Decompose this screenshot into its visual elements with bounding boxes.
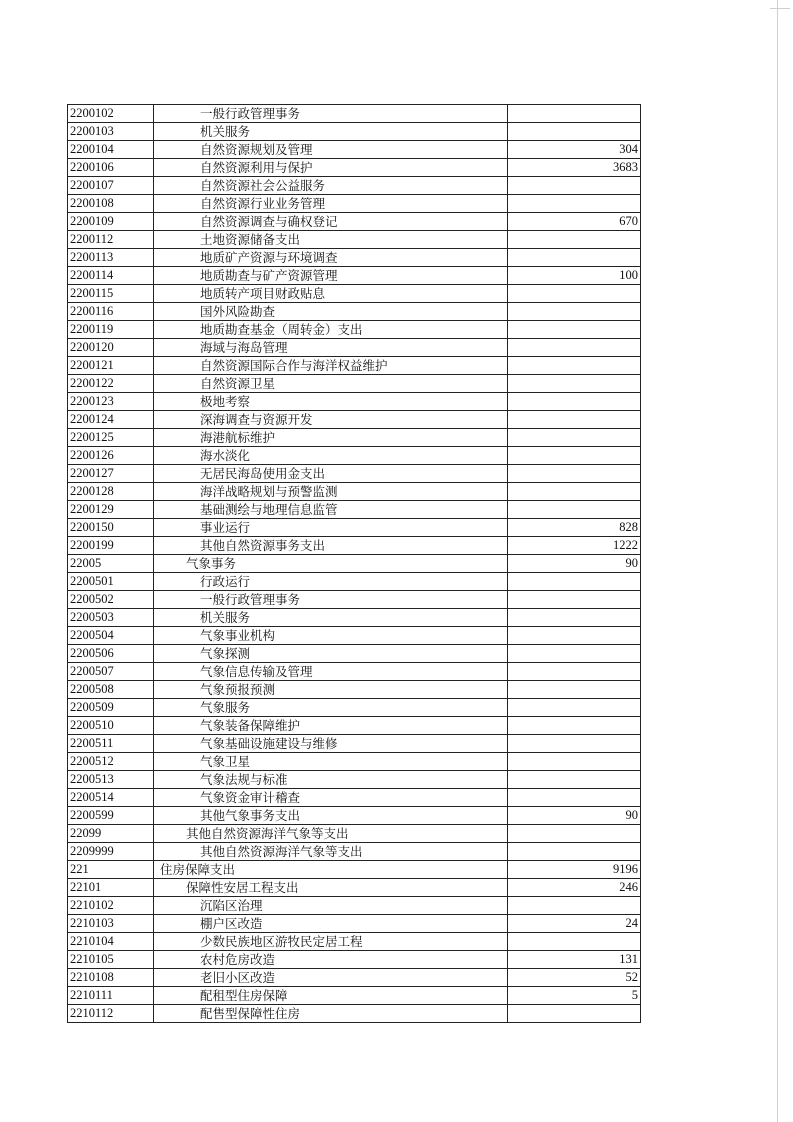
row-name: 气象法规与标准 — [154, 771, 508, 789]
row-amount: 304 — [508, 141, 641, 159]
row-name: 地质转产项目财政贴息 — [154, 285, 508, 303]
row-code: 2200116 — [68, 303, 154, 321]
table-row — [68, 753, 641, 771]
row-code: 22005 — [68, 555, 154, 573]
row-code: 2210103 — [68, 915, 154, 933]
row-code: 2200124 — [68, 411, 154, 429]
row-name: 地质勘查与矿产资源管理 — [154, 267, 508, 285]
row-name: 行政运行 — [154, 573, 508, 591]
row-code: 2200506 — [68, 645, 154, 663]
row-amount — [508, 321, 641, 339]
row-amount — [508, 573, 641, 591]
row-name: 气象事业机构 — [154, 627, 508, 645]
row-amount — [508, 339, 641, 357]
row-name: 深海调查与资源开发 — [154, 411, 508, 429]
row-amount — [508, 411, 641, 429]
row-name: 海水淡化 — [154, 447, 508, 465]
table-row — [68, 987, 641, 1005]
row-name: 气象基础设施建设与维修 — [154, 735, 508, 753]
row-amount — [508, 357, 641, 375]
table-row — [68, 879, 641, 897]
row-code: 2200128 — [68, 483, 154, 501]
row-name: 地质勘查基金（周转金）支出 — [154, 321, 508, 339]
row-code: 2210104 — [68, 933, 154, 951]
row-code: 2200102 — [68, 105, 154, 123]
row-name: 其他自然资源海洋气象等支出 — [154, 843, 508, 861]
row-amount: 9196 — [508, 861, 641, 879]
row-name: 海洋战略规划与预警监测 — [154, 483, 508, 501]
row-code: 2200599 — [68, 807, 154, 825]
row-code: 2200129 — [68, 501, 154, 519]
scan-edge-right — [777, 0, 778, 1122]
row-amount: 670 — [508, 213, 641, 231]
row-name: 海港航标维护 — [154, 429, 508, 447]
table-row — [68, 861, 641, 879]
row-code: 2200199 — [68, 537, 154, 555]
row-name: 土地资源储备支出 — [154, 231, 508, 249]
row-code: 2200507 — [68, 663, 154, 681]
row-amount — [508, 645, 641, 663]
row-name: 海域与海岛管理 — [154, 339, 508, 357]
table-row — [68, 195, 641, 213]
table-row — [68, 357, 641, 375]
row-code: 2200512 — [68, 753, 154, 771]
row-amount — [508, 699, 641, 717]
table-row — [68, 483, 641, 501]
row-code: 2200504 — [68, 627, 154, 645]
row-code: 2200502 — [68, 591, 154, 609]
table-row — [68, 609, 641, 627]
row-name: 自然资源卫星 — [154, 375, 508, 393]
table-row — [68, 843, 641, 861]
row-code: 221 — [68, 861, 154, 879]
row-name: 住房保障支出 — [154, 861, 508, 879]
table-row — [68, 807, 641, 825]
row-name: 配售型保障性住房 — [154, 1005, 508, 1023]
row-amount: 24 — [508, 915, 641, 933]
table-row — [68, 177, 641, 195]
row-name: 机关服务 — [154, 123, 508, 141]
row-name: 棚户区改造 — [154, 915, 508, 933]
scan-edge-top — [770, 8, 790, 9]
table-row — [68, 771, 641, 789]
row-code: 2200114 — [68, 267, 154, 285]
table-row — [68, 735, 641, 753]
row-code: 2200509 — [68, 699, 154, 717]
row-amount: 100 — [508, 267, 641, 285]
row-amount — [508, 465, 641, 483]
row-name: 气象探测 — [154, 645, 508, 663]
row-name: 少数民族地区游牧民定居工程 — [154, 933, 508, 951]
row-amount — [508, 663, 641, 681]
row-amount: 3683 — [508, 159, 641, 177]
row-code: 2210102 — [68, 897, 154, 915]
table-row — [68, 447, 641, 465]
row-name: 其他自然资源海洋气象等支出 — [154, 825, 508, 843]
row-amount — [508, 609, 641, 627]
row-name: 基础测绘与地理信息监管 — [154, 501, 508, 519]
row-amount — [508, 285, 641, 303]
row-amount — [508, 717, 641, 735]
table-row — [68, 339, 641, 357]
table-row — [68, 123, 641, 141]
row-name: 老旧小区改造 — [154, 969, 508, 987]
table-row — [68, 105, 641, 123]
row-name: 沉陷区治理 — [154, 897, 508, 915]
row-name: 气象事务 — [154, 555, 508, 573]
table-row — [68, 249, 641, 267]
row-name: 自然资源行业业务管理 — [154, 195, 508, 213]
row-code: 2200113 — [68, 249, 154, 267]
row-name: 自然资源国际合作与海洋权益维护 — [154, 357, 508, 375]
row-code: 2200511 — [68, 735, 154, 753]
table-row — [68, 681, 641, 699]
row-name: 自然资源社会公益服务 — [154, 177, 508, 195]
row-amount — [508, 123, 641, 141]
row-amount — [508, 249, 641, 267]
row-code: 2200103 — [68, 123, 154, 141]
table-row — [68, 897, 641, 915]
row-name: 气象预报预测 — [154, 681, 508, 699]
row-amount: 828 — [508, 519, 641, 537]
row-code: 2210108 — [68, 969, 154, 987]
table-row — [68, 951, 641, 969]
row-name: 自然资源调查与确权登记 — [154, 213, 508, 231]
row-name: 配租型住房保障 — [154, 987, 508, 1005]
row-name: 自然资源利用与保护 — [154, 159, 508, 177]
row-amount — [508, 501, 641, 519]
table-row — [68, 825, 641, 843]
row-code: 2200125 — [68, 429, 154, 447]
row-name: 气象资金审计稽查 — [154, 789, 508, 807]
row-code: 2200503 — [68, 609, 154, 627]
row-code: 2200150 — [68, 519, 154, 537]
row-amount — [508, 753, 641, 771]
table-row — [68, 789, 641, 807]
row-amount — [508, 303, 641, 321]
row-code: 2200107 — [68, 177, 154, 195]
table-row — [68, 1005, 641, 1023]
row-amount — [508, 231, 641, 249]
row-name: 机关服务 — [154, 609, 508, 627]
budget-table-body — [68, 105, 641, 1023]
table-row — [68, 519, 641, 537]
table-row — [68, 411, 641, 429]
row-amount: 90 — [508, 555, 641, 573]
table-row — [68, 141, 641, 159]
table-row — [68, 555, 641, 573]
table-row — [68, 645, 641, 663]
row-code: 2209999 — [68, 843, 154, 861]
row-name: 地质矿产资源与环境调查 — [154, 249, 508, 267]
row-code: 2200127 — [68, 465, 154, 483]
row-code: 22101 — [68, 879, 154, 897]
row-code: 2210112 — [68, 1005, 154, 1023]
table-row — [68, 321, 641, 339]
row-code: 2200126 — [68, 447, 154, 465]
row-code: 2200120 — [68, 339, 154, 357]
row-amount — [508, 393, 641, 411]
row-name: 气象服务 — [154, 699, 508, 717]
row-code: 2200112 — [68, 231, 154, 249]
row-name: 保障性安居工程支出 — [154, 879, 508, 897]
row-amount — [508, 681, 641, 699]
row-name: 气象信息传输及管理 — [154, 663, 508, 681]
table-row — [68, 231, 641, 249]
row-code: 2200510 — [68, 717, 154, 735]
row-amount — [508, 591, 641, 609]
row-amount: 90 — [508, 807, 641, 825]
row-amount — [508, 447, 641, 465]
table-row — [68, 465, 641, 483]
table-row — [68, 627, 641, 645]
row-name: 气象卫星 — [154, 753, 508, 771]
row-amount: 1222 — [508, 537, 641, 555]
row-amount — [508, 735, 641, 753]
table-row — [68, 573, 641, 591]
row-amount — [508, 933, 641, 951]
row-name: 一般行政管理事务 — [154, 105, 508, 123]
row-code: 2200501 — [68, 573, 154, 591]
table-row — [68, 159, 641, 177]
row-code: 2200508 — [68, 681, 154, 699]
table-row — [68, 393, 641, 411]
table-row — [68, 501, 641, 519]
row-code: 2200108 — [68, 195, 154, 213]
row-amount — [508, 789, 641, 807]
row-code: 2210111 — [68, 987, 154, 1005]
row-amount: 52 — [508, 969, 641, 987]
row-amount — [508, 375, 641, 393]
row-code: 2200115 — [68, 285, 154, 303]
row-code: 2200122 — [68, 375, 154, 393]
row-amount — [508, 177, 641, 195]
row-amount: 246 — [508, 879, 641, 897]
row-name: 其他气象事务支出 — [154, 807, 508, 825]
row-code: 22099 — [68, 825, 154, 843]
table-row — [68, 663, 641, 681]
table-row — [68, 591, 641, 609]
row-amount — [508, 195, 641, 213]
row-amount — [508, 771, 641, 789]
table-row — [68, 285, 641, 303]
row-amount — [508, 105, 641, 123]
table-row — [68, 717, 641, 735]
table-row — [68, 375, 641, 393]
row-amount — [508, 627, 641, 645]
row-code: 2200106 — [68, 159, 154, 177]
table-row — [68, 915, 641, 933]
table-row — [68, 267, 641, 285]
row-amount — [508, 1005, 641, 1023]
row-code: 2210105 — [68, 951, 154, 969]
row-amount — [508, 843, 641, 861]
table-row — [68, 969, 641, 987]
table-row — [68, 933, 641, 951]
row-amount — [508, 897, 641, 915]
row-code: 2200109 — [68, 213, 154, 231]
row-name: 无居民海岛使用金支出 — [154, 465, 508, 483]
row-code: 2200514 — [68, 789, 154, 807]
row-name: 极地考察 — [154, 393, 508, 411]
row-code: 2200104 — [68, 141, 154, 159]
row-amount: 5 — [508, 987, 641, 1005]
row-name: 一般行政管理事务 — [154, 591, 508, 609]
row-amount — [508, 483, 641, 501]
table-row — [68, 303, 641, 321]
row-name: 事业运行 — [154, 519, 508, 537]
row-amount — [508, 825, 641, 843]
row-name: 农村危房改造 — [154, 951, 508, 969]
row-amount: 131 — [508, 951, 641, 969]
row-code: 2200119 — [68, 321, 154, 339]
table-row — [68, 699, 641, 717]
table-row — [68, 429, 641, 447]
row-code: 2200513 — [68, 771, 154, 789]
row-name: 其他自然资源事务支出 — [154, 537, 508, 555]
row-code: 2200121 — [68, 357, 154, 375]
table-row — [68, 537, 641, 555]
table-row — [68, 213, 641, 231]
row-name: 气象装备保障维护 — [154, 717, 508, 735]
row-code: 2200123 — [68, 393, 154, 411]
row-name: 自然资源规划及管理 — [154, 141, 508, 159]
row-amount — [508, 429, 641, 447]
row-name: 国外风险勘查 — [154, 303, 508, 321]
budget-table — [67, 104, 641, 1023]
